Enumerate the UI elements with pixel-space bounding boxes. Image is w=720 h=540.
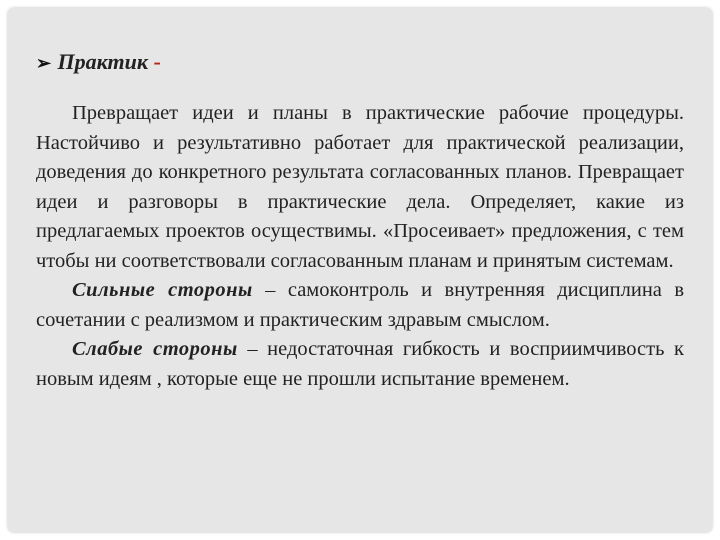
slide-heading (36, 48, 161, 77)
strengths-paragraph (36, 276, 684, 335)
weaknesses-text: – недостаточная гибкость и восприимчивость к новым идеям , которые еще не прошли испытание временем. (36, 338, 684, 390)
arrow-bullet-icon: ➢ (36, 53, 52, 73)
weaknesses-paragraph (36, 335, 684, 394)
slide-card (8, 8, 712, 532)
strengths-text: – самоконтроль и внутренняя дисциплина в сочетании с реализмом и практическим здравым смыслом. (36, 279, 685, 331)
strengths-term: Сильные стороны (72, 279, 253, 301)
heading-dash: - (147, 49, 161, 74)
heading-title: Практик (57, 49, 148, 74)
body-text (36, 99, 684, 394)
intro-paragraph: Превращает идеи и планы в практические рабочие процедуры. Настойчиво и результативно работает для практической реализации, доведения до конкретного результата согласованных планов. Превращает идеи и разговоры в практические дела. Определяет, какие из предлагаемых проектов осуществимы. «Просеивает» предложения, с тем чтобы ни соответствовали согласованным планам и принятым системам. (36, 102, 684, 272)
weaknesses-term: Слабые стороны (72, 338, 238, 360)
